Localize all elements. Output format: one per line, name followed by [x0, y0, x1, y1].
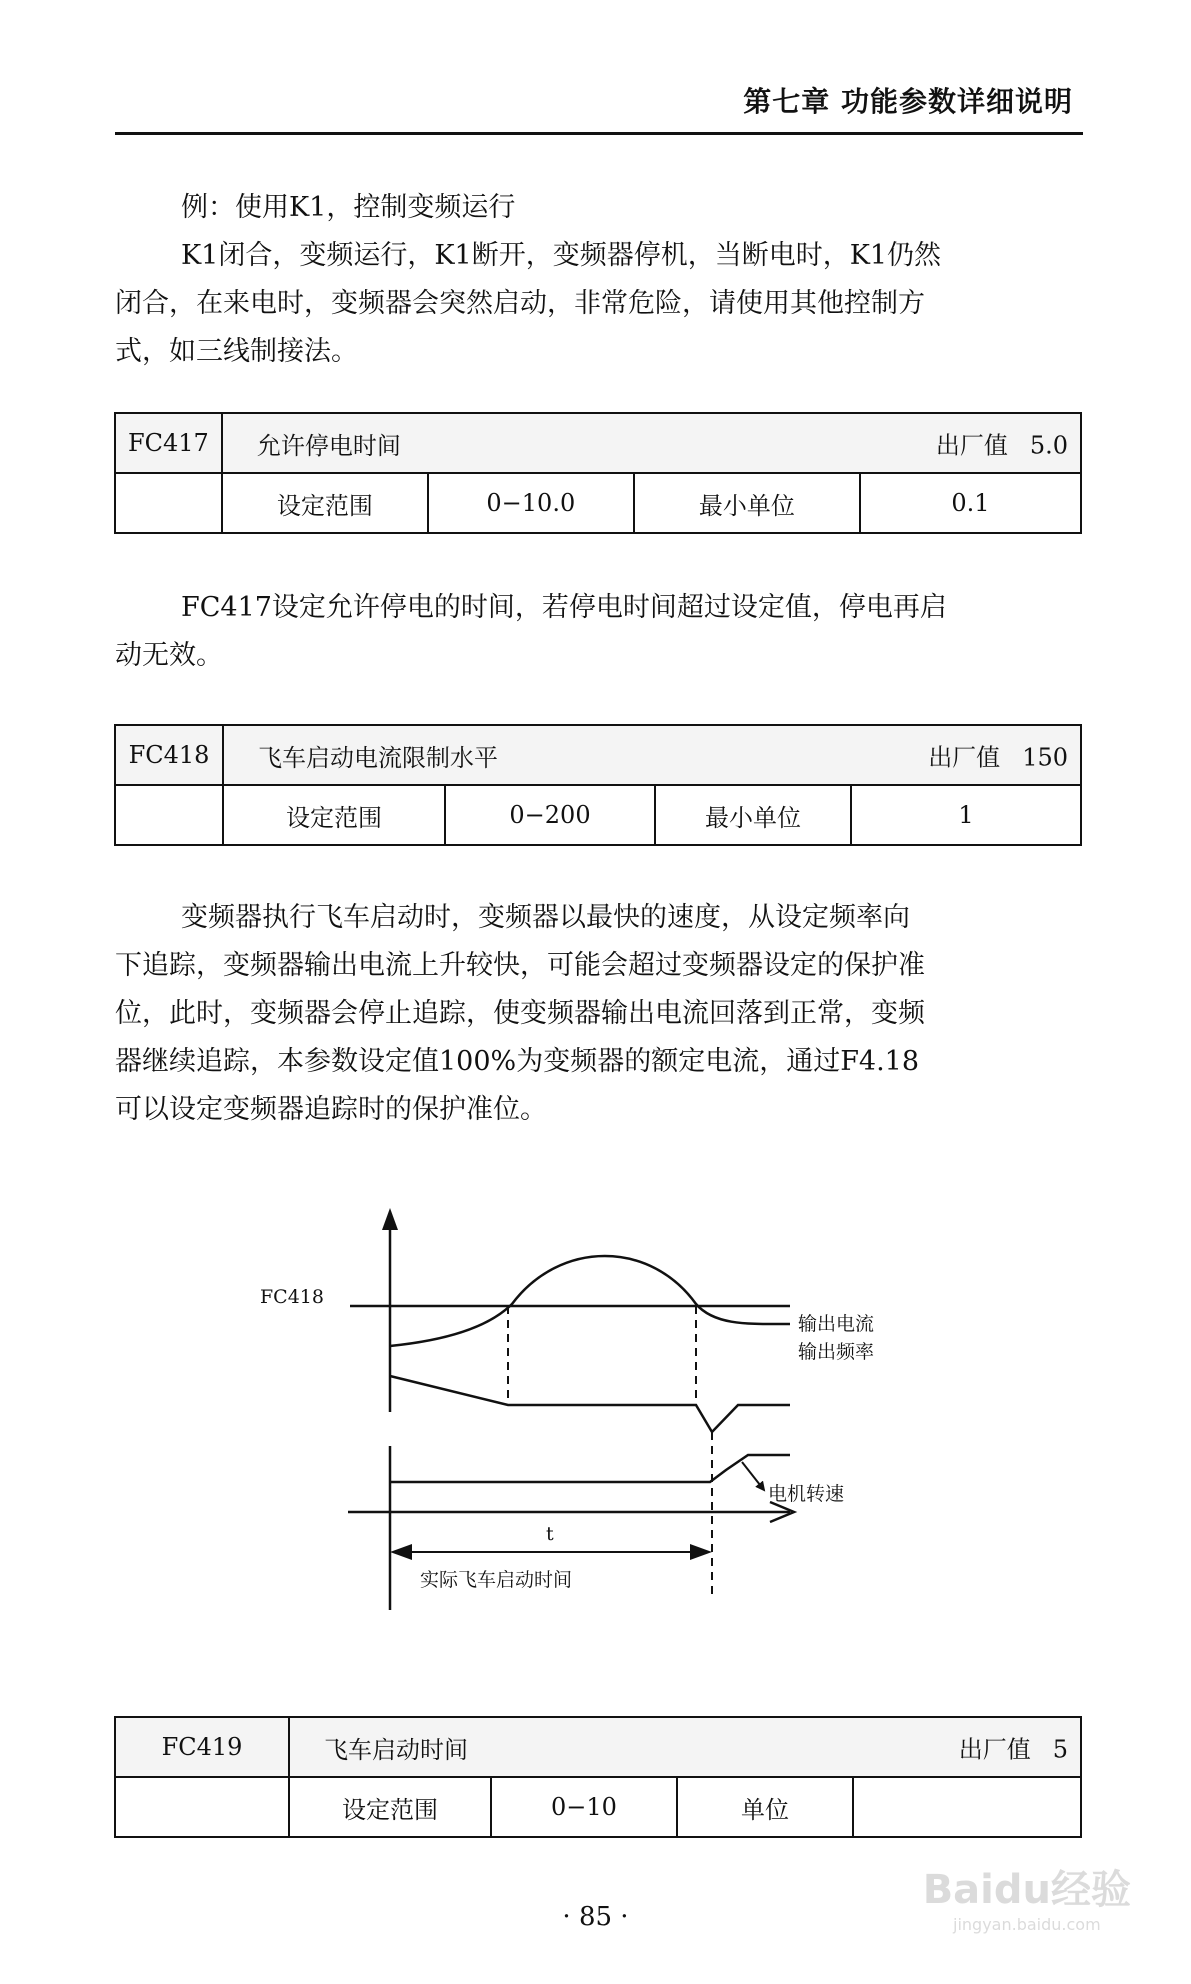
- output-frequency-curve: [390, 1376, 790, 1432]
- fc418-description: [115, 894, 1081, 1134]
- empty-cell: [115, 473, 222, 533]
- unit-value: 1: [851, 785, 1081, 845]
- range-label: 设定范围: [223, 785, 445, 845]
- y-axis-arrow-icon: [382, 1208, 398, 1230]
- unit-label: 最小单位: [634, 473, 860, 533]
- fc419-table: [114, 1716, 1082, 1838]
- unit-label: 单位: [677, 1777, 853, 1837]
- baidu-watermark: [923, 1858, 1131, 1934]
- param-name: 允许停电时间: [256, 431, 401, 460]
- motor-speed-pointer: [742, 1462, 764, 1490]
- duration-left-arrow-icon: [390, 1544, 412, 1560]
- header-rule: [115, 132, 1083, 135]
- empty-cell: [115, 1777, 289, 1837]
- factory-value: 150: [1022, 743, 1068, 772]
- factory-label: 出厂值: [935, 431, 1008, 460]
- actual-start-time-label: 实际飞车启动时间: [420, 1569, 573, 1591]
- fc417-table: [114, 412, 1082, 534]
- param-name-cell: [222, 413, 1081, 473]
- output-current-curve: [390, 1256, 790, 1346]
- desc-line: 变频器执行飞车启动时，变频器以最快的速度，从设定频率向: [181, 902, 910, 933]
- range-value: 0−10.0: [428, 473, 634, 533]
- desc-line: FC417设定允许停电的时间，若停电时间超过设定值，停电再启: [181, 592, 947, 623]
- param-code: FC418: [115, 725, 223, 785]
- motor-speed-label: 电机转速: [768, 1483, 845, 1505]
- factory-default: [936, 426, 1068, 461]
- param-code: FC417: [115, 413, 222, 473]
- unit-value: [853, 1777, 1081, 1837]
- range-label: 设定范围: [222, 473, 428, 533]
- output-frequency-label: 输出频率: [798, 1341, 875, 1363]
- intro-line: 式，如三线制接法。: [115, 336, 358, 367]
- t-label: t: [546, 1523, 554, 1545]
- output-current-label: 输出电流: [798, 1313, 875, 1335]
- range-label: 设定范围: [289, 1777, 491, 1837]
- unit-label: 最小单位: [655, 785, 851, 845]
- param-name: 飞车启动电流限制水平: [258, 743, 498, 772]
- fc417-description: [115, 584, 1081, 680]
- factory-label: 出厂值: [928, 743, 1001, 772]
- motor-speed-curve: [390, 1455, 790, 1482]
- factory-label: 出厂值: [958, 1735, 1031, 1764]
- intro-line: 例：使用K1，控制变频运行: [181, 192, 516, 223]
- chapter-title: 第七章 功能参数详细说明: [743, 85, 1073, 118]
- param-name-cell: [289, 1717, 1081, 1777]
- desc-line: 位，此时，变频器会停止追踪，使变频器输出电流回落到正常，变频: [115, 998, 925, 1029]
- range-value: 0−10: [491, 1777, 677, 1837]
- fc418-level-label: FC418: [260, 1286, 324, 1308]
- param-code: FC419: [115, 1717, 289, 1777]
- duration-right-arrow-icon: [690, 1544, 712, 1560]
- intro-paragraph: [115, 184, 1081, 376]
- empty-cell: [115, 785, 223, 845]
- param-name: 飞车启动时间: [324, 1735, 468, 1764]
- unit-value: 0.1: [860, 473, 1081, 533]
- intro-line: K1闭合，变频运行，K1断开，变频器停机，当断电时，K1仍然: [181, 240, 942, 271]
- flying-start-timing-diagram: [260, 1200, 940, 1620]
- watermark-url: jingyan.baidu.com: [953, 1915, 1101, 1934]
- range-value: 0−200: [445, 785, 655, 845]
- factory-default: [959, 1730, 1068, 1765]
- factory-value: 5.0: [1029, 431, 1068, 460]
- watermark-logo: Baidu经验: [922, 1867, 1131, 1913]
- factory-default: [928, 738, 1068, 773]
- desc-line: 动无效。: [115, 640, 223, 671]
- desc-line: 下追踪，变频器输出电流上升较快，可能会超过变频器设定的保护准: [115, 950, 925, 981]
- param-name-cell: [223, 725, 1081, 785]
- factory-value: 5: [1052, 1735, 1068, 1764]
- fc418-table: [114, 724, 1082, 846]
- intro-line: 闭合，在来电时，变频器会突然启动，非常危险，请使用其他控制方: [115, 288, 925, 319]
- desc-line: 可以设定变频器追踪时的保护准位。: [115, 1094, 547, 1125]
- page-number: · 85 ·: [562, 1902, 629, 1932]
- desc-line: 器继续追踪，本参数设定值100%为变频器的额定电流，通过F4.18: [115, 1046, 920, 1077]
